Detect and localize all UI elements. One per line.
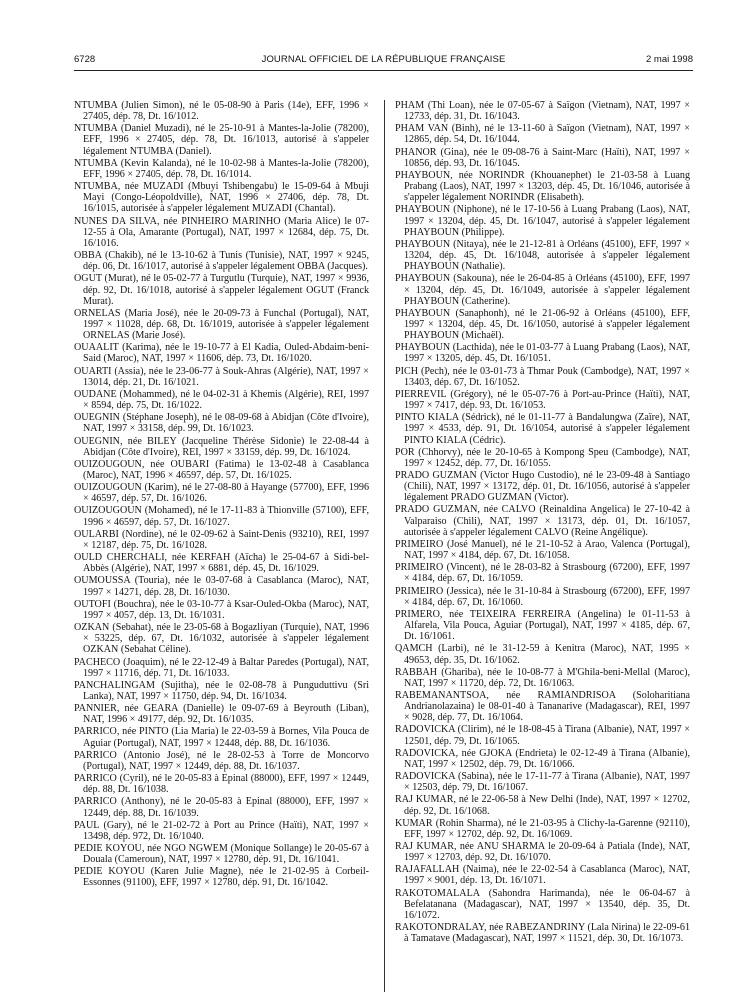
naturalization-entry: PANNIER, née GEARA (Danielle) le 09-07-69 à Beyrouth (Liban), NAT, 1996 × 49177, dép. 92, Dt. 16/1035. bbox=[74, 703, 369, 726]
naturalization-entry: OUIZOUGOUN (Mohamed), né le 17-11-83 à Thionville (57100), EFF, 1996 × 46597, dép. 57, Dt. 16/1027. bbox=[74, 505, 369, 528]
naturalization-entry: OULARBI (Nordine), né le 02-09-62 à Saint-Denis (93210), REI, 1997 × 12187, dép. 75, Dt. 16/1028. bbox=[74, 528, 369, 551]
naturalization-entry: PEDIE KOYOU, née NGO NGWEM (Monique Sollange) le 20-05-67 à Douala (Cameroun), NAT, 1997 × 12780, dép. 91, Dt. 16/1041. bbox=[74, 843, 369, 866]
naturalization-entry: RAJ KUMAR, né le 22-06-58 à New Delhi (Inde), NAT, 1997 × 12702, dép. 92, Dt. 16/1068. bbox=[395, 794, 690, 817]
naturalization-entry: PRADO GUZMAN, née CALVO (Reinaldina Angelica) le 27-10-42 à Valparaiso (Chili), NAT, 1997 × 13173, dép. 01, Dt. 16/1057, autorisée à s'appeler légalement CALVO (Reine Angélique). bbox=[395, 504, 690, 538]
naturalization-entry: PRIMERO, née TEIXEIRA FERREIRA (Angelina) le 01-11-53 à Alfarela, Vila Pouca, Aguiar (Portugal), NAT, 1997 × 4185, dép. 67, Dt. 16/1061. bbox=[395, 608, 690, 643]
naturalization-entry: PHAYBOUN (Nitaya), née le 21-12-81 à Orléans (45100), EFF, 1997 × 13204, dép. 45, Dt. 16/1048, autorisée à s'appeler légalement PHAYBOUN (Nathalie). bbox=[395, 238, 690, 273]
naturalization-entry: RAKOTOMALALA (Sahondra Harimanda), née le 06-04-67 à Befelatanana (Madagascar), NAT, 1997 × 13540, dép. 35, Dt. 16/1072. bbox=[395, 887, 690, 921]
naturalization-entry: RAJ KUMAR, née ANU SHARMA le 20-09-64 à Patiala (Inde), NAT, 1997 × 12703, dép. 92, Dt. 16/1070. bbox=[395, 841, 690, 864]
naturalization-entry: ORNELAS (Maria José), née le 20-09-73 à Funchal (Portugal), NAT, 1997 × 11028, dép. 68, Dt. 16/1019, autorisée à s'appeler légalement ORNELAS (Marie José). bbox=[74, 307, 369, 342]
naturalization-entry: PEDIE KOYOU (Karen Julie Magne), née le 21-02-95 à Corbeil-Essonnes (91100), EFF, 1997 × 12780, dép. 91, Dt. 16/1042. bbox=[74, 866, 369, 889]
naturalization-entry: KUMAR (Rohin Sharma), né le 21-03-95 à Clichy-la-Garenne (92110), EFF, 1997 × 12702, dép. 92, Dt. 16/1069. bbox=[395, 817, 690, 840]
naturalization-entry: OGUT (Murat), né le 05-02-77 à Turgutlu (Turquie), NAT, 1997 × 9936, dép. 92, Dt. 16/1018, autorisé à s'appeler légalement OGUT (Franck Murat). bbox=[74, 273, 369, 307]
naturalization-entry: OUMOUSSA (Touria), née le 03-07-68 à Casablanca (Maroc), NAT, 1997 × 14271, dép. 28, Dt. 16/1030. bbox=[74, 575, 369, 598]
naturalization-entry: PARRICO, née PINTO (Lia Maria) le 22-03-59 à Bornes, Vila Pouca de Aguiar (Portugal), NAT, 1997 × 12448, dép. 88, Dt. 16/1036. bbox=[74, 726, 369, 749]
naturalization-entry: NTUMBA (Kevin Kalanda), né le 10-02-98 à Mantes-la-Jolie (78200), EFF, 1996 × 27405, dép. 78, Dt. 16/1014. bbox=[74, 157, 369, 180]
naturalization-entry: PARRICO (Antonio José), né le 28-02-53 à Torre de Moncorvo (Portugal), NAT, 1997 × 12449, dép. 88, Dt. 16/1037. bbox=[74, 749, 369, 772]
naturalization-entry: OULD CHERCHALI, née KERFAH (Aïcha) le 25-04-67 à Sidi-bel-Abbès (Algérie), NAT, 1997 × 6881, dép. 45, Dt. 16/1029. bbox=[74, 552, 369, 575]
naturalization-entry: PAUL (Gary), né le 21-02-72 à Port au Prince (Haïti), NAT, 1997 × 13498, dép. 972, Dt. 16/1040. bbox=[74, 819, 369, 842]
header-rule bbox=[74, 70, 693, 71]
naturalization-entry: PHAM (Thi Loan), née le 07-05-67 à Saïgon (Vietnam), NAT, 1997 × 12733, dép. 31, Dt. 16/1043. bbox=[395, 100, 690, 123]
naturalization-entry: RABEMANANTSOA, née RAMIANDRISOA (Soloharitiana Andrianolazaina) le 08-01-40 à Tananarive (Madagascar), REI, 1997 × 9028, dép. 77, Dt. 16/1064. bbox=[395, 689, 690, 724]
page-header bbox=[74, 54, 693, 68]
page-number: 6728 bbox=[74, 54, 96, 65]
naturalization-entry: PHAYBOUN (Niphone), né le 17-10-56 à Luang Prabang (Laos), NAT, 1997 × 13204, dép. 45, Dt. 16/1047, autorisé à s'appeler légalement PHAYBOUN (Philippe). bbox=[395, 204, 690, 238]
left-column bbox=[74, 100, 369, 890]
right-column bbox=[395, 100, 690, 945]
naturalization-entry: OUIZOUGOUN, née OUBARI (Fatima) le 13-02-48 à Casablanca (Maroc), NAT, 1996 × 46597, dép. 57, Dt. 16/1025. bbox=[74, 458, 369, 481]
naturalization-entry: RADOVICKA, née GJOKA (Endrieta) le 02-12-49 à Tirana (Albanie), NAT, 1997 × 12502, dép. 79, Dt. 16/1066. bbox=[395, 747, 690, 770]
naturalization-entry: PANCHALINGAM (Sujitha), née le 02-08-78 à Punguduttivu (Sri Lanka), NAT, 1997 × 11750, dép. 94, Dt. 16/1034. bbox=[74, 679, 369, 702]
naturalization-entry: OUAALIT (Karima), née le 19-10-77 à El Kadia, Ouled-Abdaim-beni-Said (Maroc), NAT, 1997 × 11606, dép. 73, Dt. 16/1020. bbox=[74, 342, 369, 365]
naturalization-entry: PHAYBOUN (Sakouna), née le 26-04-85 à Orléans (45100), EFF, 1997 × 13204, dép. 45, Dt. 16/1049, autorisée à s'appeler légalement PHAYBOUN (Catherine). bbox=[395, 273, 690, 307]
naturalization-entry: PHAM VAN (Binh), né le 13-11-60 à Saïgon (Vietnam), NAT, 1997 × 12865, dép. 54, Dt. 16/1044. bbox=[395, 123, 690, 146]
naturalization-entry: PARRICO (Cyril), né le 20-05-83 à Epinal (88000), EFF, 1997 × 12449, dép. 88, Dt. 16/1038. bbox=[74, 773, 369, 796]
journal-title: JOURNAL OFFICIEL DE LA RÉPUBLIQUE FRANÇAISE bbox=[261, 54, 506, 65]
naturalization-entry: PHAYBOUN (Lacthida), née le 01-03-77 à Luang Prabang (Laos), NAT, 1997 × 13205, dép. 45, Dt. 16/1051. bbox=[395, 342, 690, 365]
naturalization-entry: OUEGNIN (Stéphane Joseph), né le 08-09-68 à Abidjan (Côte d'Ivoire), NAT, 1997 × 33158, dép. 99, Dt. 16/1023. bbox=[74, 412, 369, 435]
naturalization-entry: NTUMBA, née MUZADI (Mbuyi Tshibengabu) le 15-09-64 à Mbuji Mayi (Congo-Léopoldville), NAT, 1996 × 27406, dép. 78, Dt. 16/1015, autorisée à s'appeler légalement MUZADI (Chantal). bbox=[74, 181, 369, 215]
naturalization-entry: NTUMBA (Daniel Muzadi), né le 25-10-91 à Mantes-la-Jolie (78200), EFF, 1996 × 27405, dép. 78, Dt. 16/1013, autorisé à s'appeler légalement NTUMBA (Daniel). bbox=[74, 123, 369, 157]
column-divider bbox=[384, 100, 385, 992]
naturalization-entry: POR (Chhorvy), née le 20-10-65 à Kompong Speu (Cambodge), NAT, 1997 × 12452, dép. 77, Dt. 16/1055. bbox=[395, 446, 690, 469]
naturalization-entry: OUTOFI (Bouchra), née le 03-10-77 à Ksar-Ouled-Okba (Maroc), NAT, 1997 × 4057, dép. 13, Dt. 16/1031. bbox=[74, 598, 369, 621]
naturalization-entry: PIERREVIL (Grégory), né le 05-07-76 à Port-au-Prince (Haïti), NAT, 1997 × 7417, dép. 93, Dt. 16/1053. bbox=[395, 388, 690, 412]
naturalization-entry: PHANOR (Gina), née le 09-08-76 à Saint-Marc (Haïti), NAT, 1997 × 10856, dép. 93, Dt. 16/1045. bbox=[395, 146, 690, 169]
naturalization-entry: OBBA (Chakib), né le 13-10-62 à Tunis (Tunisie), NAT, 1997 × 9245, dép. 06, Dt. 16/1017, autorisé à s'appeler légalement OBBA (Jacques). bbox=[74, 250, 369, 273]
naturalization-entry: OUEGNIN, née BILEY (Jacqueline Thérèse Sidonie) le 22-08-44 à Abidjan (Côte d'Ivoire), REI, 1997 × 33159, dép. 99, Dt. 16/1024. bbox=[74, 435, 369, 458]
naturalization-entry: OZKAN (Sebahat), née le 23-05-68 à Bogazliyan (Turquie), NAT, 1996 × 53225, dép. 67, Dt. 16/1032, autorisée à s'appeler légalement OZKAN (Sebahat Céline). bbox=[74, 622, 369, 656]
naturalization-entry: RABBAH (Ghariba), née le 10-08-77 à M'Ghila-beni-Mellal (Maroc), NAT, 1997 × 11720, dép. 72, Dt. 16/1063. bbox=[395, 666, 690, 689]
naturalization-entry: RAJAFALLAH (Naima), née le 22-02-54 à Casablanca (Maroc), NAT, 1997 × 9001, dép. 13, Dt. 16/1071. bbox=[395, 864, 690, 887]
naturalization-entry: NTUMBA (Julien Simon), né le 05-08-90 à Paris (14e), EFF, 1996 × 27405, dép. 78, Dt. 16/1012. bbox=[74, 100, 369, 123]
naturalization-entry: OUDANE (Mohammed), né le 04-02-31 à Khemis (Algérie), REI, 1997 × 8594, dép. 75, Dt. 16/1022. bbox=[74, 388, 369, 412]
naturalization-entry: OUARTI (Assia), née le 23-06-77 à Souk-Ahras (Algérie), NAT, 1997 × 13014, dép. 21, Dt. 16/1021. bbox=[74, 365, 369, 388]
naturalization-entry: RADOVICKA (Sabina), née le 17-11-77 à Tirana (Albanie), NAT, 1997 × 12503, dép. 79, Dt. 16/1067. bbox=[395, 771, 690, 794]
naturalization-entry: RADOVICKA (Clirim), né le 18-08-45 à Tirana (Albanie), NAT, 1997 × 12501, dép. 79, Dt. 16/1065. bbox=[395, 724, 690, 747]
naturalization-entry: PACHECO (Joaquim), né le 22-12-49 à Baltar Paredes (Portugal), NAT, 1997 × 11716, dép. 71, Dt. 16/1033. bbox=[74, 656, 369, 679]
naturalization-entry: PRIMEIRO (Vincent), né le 28-03-82 à Strasbourg (67200), EFF, 1997 × 4184, dép. 67, Dt. 16/1059. bbox=[395, 562, 690, 585]
naturalization-entry: PRIMEIRO (José Manuel), né le 21-10-52 à Arao, Valenca (Portugal), NAT, 1997 × 4184, dép. 67, Dt. 16/1058. bbox=[395, 538, 690, 562]
naturalization-entry: OUIZOUGOUN (Karim), né le 27-08-80 à Hayange (57700), EFF, 1996 × 46597, dép. 57, Dt. 16/1026. bbox=[74, 482, 369, 505]
naturalization-entry: PICH (Pech), née le 03-01-73 à Thmar Pouk (Cambodge), NAT, 1997 × 13403, dép. 67, Dt. 16/1052. bbox=[395, 365, 690, 388]
naturalization-entry: PARRICO (Anthony), né le 20-05-83 à Epinal (88000), EFF, 1997 × 12449, dép. 88, Dt. 16/1039. bbox=[74, 796, 369, 819]
columns bbox=[74, 100, 693, 980]
naturalization-entry: PINTO KIALA (Sédrick), né le 01-11-77 à Bandalungwa (Zaïre), NAT, 1997 × 4533, dép. 91, Dt. 16/1054, autorisé à s'appeler légalement PINTO KIALA (Cédric). bbox=[395, 412, 690, 446]
naturalization-entry: PRADO GUZMAN (Victor Hugo Custodio), né le 23-09-48 à Santiago (Chili), NAT, 1997 × 13172, dép. 01, Dt. 16/1056, autorisé à s'appeler légalement PRADO GUZMAN (Victor). bbox=[395, 470, 690, 504]
naturalization-entry: PHAYBOUN (Sanaphonh), né le 21-06-92 à Orléans (45100), EFF, 1997 × 13204, dép. 45, Dt. 16/1050, autorisé à s'appeler légalement PHAYBOUN (Michaël). bbox=[395, 307, 690, 342]
naturalization-entry: PHAYBOUN, née NORINDR (Khouanephet) le 21-03-58 à Luang Prabang (Laos), NAT, 1997 × 13203, dép. 45, Dt. 16/1046, autorisée à s'appeler légalement NORINDR (Elisabeth). bbox=[395, 169, 690, 204]
naturalization-entry: RAKOTONDRALAY, née RABEZANDRINY (Lala Nirina) le 22-09-61 à Tamatave (Madagascar), NAT, 1997 × 11521, dép. 30, Dt. 16/1073. bbox=[395, 922, 690, 945]
publication-date: 2 mai 1998 bbox=[645, 54, 693, 65]
naturalization-entry: NUNES DA SILVA, née PINHEIRO MARINHO (Maria Alice) le 07-12-55 à Ola, Amarante (Portugal), NAT, 1997 × 12684, dép. 75, Dt. 16/1016. bbox=[74, 215, 369, 249]
naturalization-entry: PRIMEIRO (Jessica), née le 31-10-84 à Strasbourg (67200), EFF, 1997 × 4184, dép. 67, Dt. 16/1060. bbox=[395, 585, 690, 608]
naturalization-entry: QAMCH (Larbi), né le 31-12-59 à Kenitra (Maroc), NAT, 1995 × 49653, dép. 35, Dt. 16/1062. bbox=[395, 643, 690, 666]
